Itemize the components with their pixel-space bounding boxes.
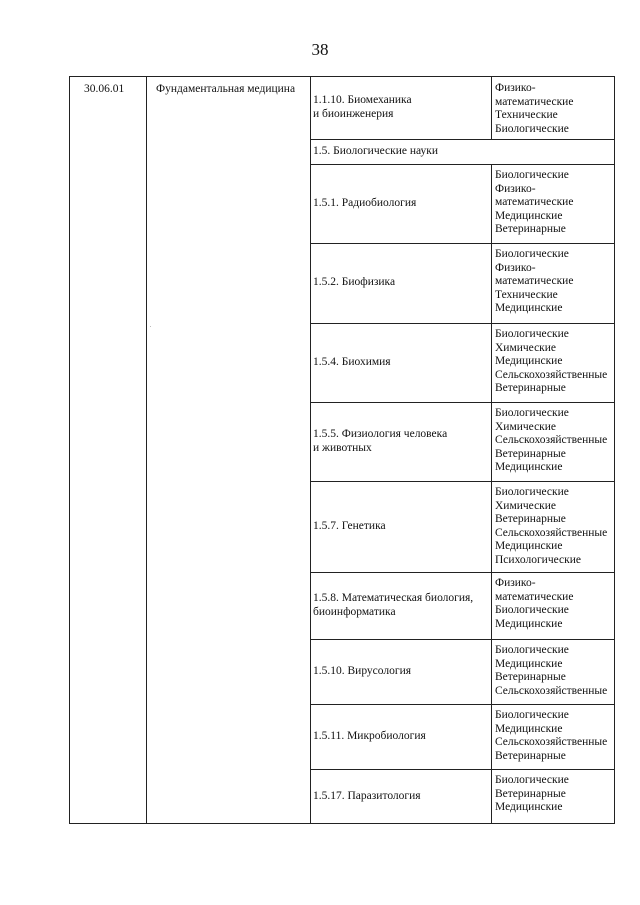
- column-divider: [491, 164, 492, 823]
- science-field-item: Медицинские: [495, 461, 563, 474]
- science-field-item: Биологические: [495, 604, 569, 617]
- science-field-item: Биологические: [495, 169, 569, 181]
- science-field-item: Ветеринарные: [495, 671, 566, 684]
- specialty-name: 1.5.7. Генетика: [313, 519, 386, 532]
- science-fields: [495, 407, 615, 475]
- science-field-item: Медицинские: [495, 722, 563, 735]
- science-field-item: Биологические: [495, 644, 569, 656]
- science-field-item: Ветеринарные: [495, 447, 566, 460]
- specialty-name: 1.5.11. Микробиология: [313, 729, 426, 742]
- specialty-name: 1.5.10. Вирусология: [313, 664, 412, 677]
- science-field-item: Медицинские: [495, 657, 563, 670]
- science-field-item: Физико-: [495, 261, 536, 274]
- specialty-name: 1.5.5. Физиология человека и животных: [313, 427, 448, 454]
- specialty-name: 1.1.10. Биомеханика и биоинженерия: [313, 94, 412, 120]
- row-divider: [310, 139, 614, 140]
- science-field-item: Сельскохозяйственные: [495, 368, 608, 381]
- specialty-name: 1.5.8. Математическая биология, биоинформатика: [313, 591, 474, 618]
- page-number: 38: [311, 40, 329, 59]
- specialty-name: 1.5.17. Паразитология: [313, 790, 421, 803]
- science-field-item: Химические: [495, 341, 557, 354]
- science-fields: [495, 248, 615, 316]
- science-field-item: Ветеринарные: [495, 382, 566, 395]
- science-field-item: Медицинские: [495, 209, 563, 222]
- science-fields: [495, 577, 615, 631]
- science-field-item: Биологические: [495, 486, 569, 498]
- science-fields: [495, 709, 615, 763]
- science-field-item: Биологические: [495, 709, 569, 721]
- science-field-item: Сельскохозяйственные: [495, 434, 608, 447]
- science-field-item: Биологические: [495, 774, 569, 786]
- science-field-item: Медицинские: [495, 801, 563, 814]
- science-field-item: Физико-: [495, 82, 536, 94]
- specialty-name: 1.5.4. Биохимия: [313, 355, 391, 368]
- science-field-item: Сельскохозяйственные: [495, 684, 608, 697]
- science-field-item: Биологические: [495, 122, 569, 135]
- science-field-item: Ветеринарные: [495, 787, 566, 800]
- science-field-item: Технические: [495, 288, 558, 301]
- science-field-item: Медицинские: [495, 355, 563, 368]
- science-field-item: Химические: [495, 499, 557, 512]
- program-code: 30.06.01: [84, 83, 125, 95]
- column-divider: [146, 77, 147, 823]
- column-divider: [310, 77, 311, 823]
- section-heading: 1.5. Биологические науки: [313, 145, 439, 157]
- science-fields: [495, 82, 615, 136]
- science-field-item: Ветеринарные: [495, 749, 566, 762]
- specialty-name: 1.5.1. Радиобиология: [313, 196, 417, 209]
- program-name: Фундаментальная медицина: [156, 83, 296, 95]
- science-field-item: математические: [495, 196, 574, 209]
- science-field-item: Медицинские: [495, 302, 563, 315]
- science-field-item: математические: [495, 275, 574, 288]
- specialty-name: 1.5.2. Биофизика: [313, 276, 396, 289]
- science-fields: [495, 644, 615, 698]
- science-field-item: Биологические: [495, 248, 569, 260]
- science-field-item: Сельскохозяйственные: [495, 736, 608, 749]
- science-fields: [495, 328, 615, 396]
- science-fields: [495, 169, 615, 237]
- science-field-item: математические: [495, 590, 574, 603]
- science-field-item: Медицинские: [495, 617, 563, 630]
- science-field-item: Технические: [495, 109, 558, 122]
- science-field-item: Биологические: [495, 328, 569, 340]
- science-field-item: Ветеринарные: [495, 513, 566, 526]
- science-field-item: Психологические: [495, 553, 581, 566]
- science-field-item: Биологические: [495, 407, 569, 419]
- science-field-item: Сельскохозяйственные: [495, 526, 608, 539]
- science-field-item: Ветеринарные: [495, 223, 566, 236]
- science-field-item: Медицинские: [495, 540, 563, 553]
- specialties-table: [69, 76, 615, 824]
- scan-speck: [150, 326, 151, 327]
- science-field-item: математические: [495, 95, 574, 108]
- science-field-item: Физико-: [495, 577, 536, 589]
- column-divider: [491, 77, 492, 139]
- science-fields: [495, 486, 615, 568]
- science-field-item: Химические: [495, 420, 557, 433]
- science-fields: [495, 774, 615, 815]
- science-field-item: Физико-: [495, 182, 536, 195]
